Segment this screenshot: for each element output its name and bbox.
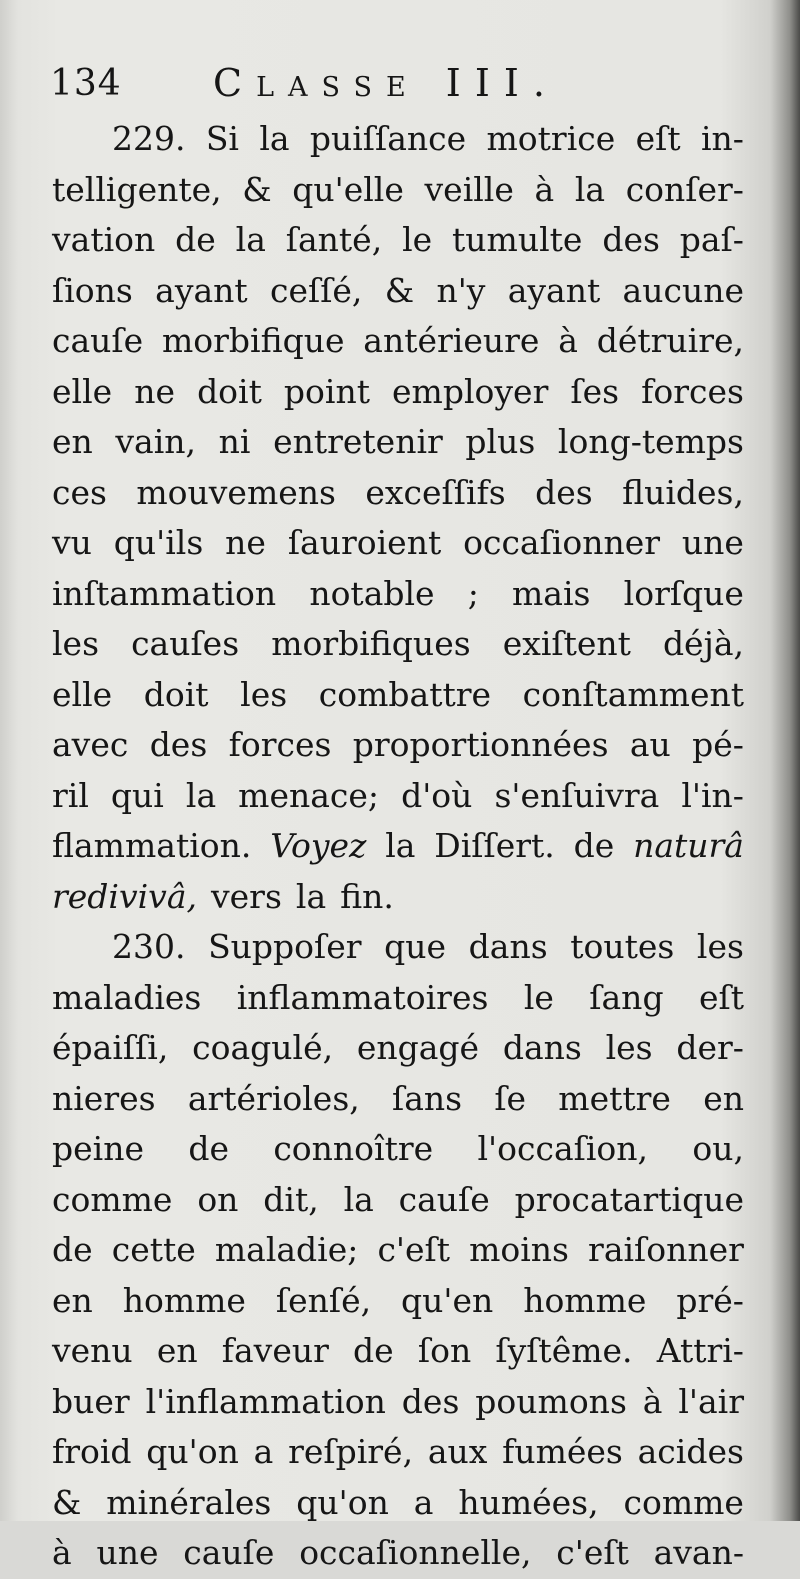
word: nieres [52, 1078, 156, 1118]
word: conſtamment [522, 674, 744, 714]
text-line [52, 670, 744, 721]
word: qu'elle [292, 169, 404, 209]
word: la [343, 1179, 374, 1219]
word: vation [52, 220, 156, 259]
word: puiſſance [309, 119, 467, 158]
word: ceſſé, [269, 270, 363, 310]
word: le [402, 220, 433, 259]
word: a [413, 1482, 434, 1522]
word: fluides, [622, 472, 744, 512]
word: ſe [494, 1078, 527, 1118]
text-line [52, 114, 744, 165]
text-line [52, 922, 744, 973]
text-line [52, 468, 744, 519]
word: des [535, 472, 593, 512]
word: toutes [570, 927, 675, 966]
word: lorſque [623, 573, 744, 613]
text-line [52, 215, 744, 266]
word: cauſe [183, 1533, 275, 1572]
word: la [185, 775, 217, 815]
word: cauſe [52, 321, 144, 360]
text-line [52, 1175, 744, 1226]
word: ſans [392, 1078, 463, 1118]
text-line [52, 165, 744, 216]
word: ſanté, [285, 220, 383, 259]
word: raiſonner [588, 1230, 744, 1269]
text-line [52, 1023, 744, 1074]
word: forces [228, 725, 332, 764]
word: reſpiré, [288, 1432, 414, 1471]
page-number: 134 [50, 63, 122, 104]
word: qui [110, 775, 164, 815]
word: moins [469, 1230, 569, 1269]
word: la [235, 220, 266, 259]
text-line [52, 1478, 744, 1529]
word: 230. [112, 927, 186, 966]
word: qu'on [296, 1482, 389, 1522]
word: exceſſifs [365, 472, 506, 512]
word: morbifiques [271, 624, 471, 663]
word: le [523, 977, 554, 1017]
word: les [605, 1028, 653, 1067]
word: cauſes [131, 624, 240, 663]
word: peine [52, 1129, 144, 1168]
word: redivivâ, [52, 876, 197, 916]
word: maladie; [214, 1230, 359, 1269]
word: engagé [356, 1028, 480, 1067]
word: menace; [238, 775, 380, 815]
word: avec [52, 725, 129, 764]
word: avan- [653, 1533, 744, 1572]
word: qu'on [146, 1432, 239, 1471]
word: ne [134, 371, 176, 411]
word: la [259, 119, 290, 158]
text-line [52, 1074, 744, 1125]
word: fin. [340, 876, 394, 916]
text-line [52, 821, 744, 872]
word: qu'en [401, 1280, 494, 1320]
word: fumées [502, 1432, 623, 1471]
word: doit [197, 371, 262, 411]
word: ſes [570, 371, 620, 411]
word: venu [52, 1331, 133, 1370]
text-line [52, 1528, 744, 1579]
word: procatartique [514, 1179, 744, 1219]
word: épaiſſi, [52, 1028, 169, 1067]
word: que [384, 927, 447, 966]
word: humées, [458, 1482, 599, 1522]
word: l'inflammation [145, 1381, 386, 1421]
word: coagulé, [192, 1028, 334, 1067]
word: inflammatoires [236, 977, 489, 1017]
word: homme [122, 1280, 246, 1320]
word: Diſſert. [434, 826, 555, 865]
word: aux [427, 1432, 488, 1471]
page-header [50, 55, 750, 111]
text-line [52, 266, 744, 317]
word: c'eſt [556, 1533, 629, 1572]
word: elle [52, 674, 113, 714]
word: conſer- [625, 169, 744, 209]
word: en [52, 422, 93, 461]
word: long-temps [557, 422, 744, 461]
word: l'in- [681, 775, 744, 815]
text-line [52, 1124, 744, 1175]
word: & [52, 1482, 82, 1522]
word: proportionnées [352, 725, 609, 764]
word: ſon [417, 1331, 472, 1370]
word: & [242, 169, 272, 209]
word: à [642, 1381, 663, 1421]
text-line [52, 619, 744, 670]
word: on [197, 1179, 239, 1219]
word: vers [211, 876, 282, 916]
word: elle [52, 371, 113, 411]
word: ſang [589, 977, 664, 1017]
text-line [52, 1427, 744, 1478]
word: plus [465, 422, 536, 461]
text-line [52, 872, 744, 923]
word: aucune [622, 270, 744, 310]
text-line [52, 1326, 744, 1377]
text-line [52, 316, 744, 367]
word: Voyez [270, 826, 367, 865]
word: à [558, 321, 578, 360]
word: de [353, 1331, 394, 1370]
text-line [52, 771, 744, 822]
word: les [696, 927, 744, 966]
word: connoître [273, 1129, 434, 1168]
word: dit, [263, 1179, 319, 1219]
word: morbifique [161, 321, 345, 360]
word: maladies [52, 977, 202, 1017]
word: c'eſt [377, 1230, 451, 1269]
word: & [384, 270, 415, 310]
word: qu'ils [113, 523, 204, 562]
text-body [52, 114, 744, 1579]
word: ou, [692, 1129, 744, 1168]
word: ces [52, 472, 107, 512]
word: ayant [507, 270, 601, 310]
word: une [96, 1533, 159, 1572]
word: au [629, 725, 671, 764]
word: l'occaſion, [477, 1129, 648, 1168]
text-line [52, 1276, 744, 1327]
word: l'air [678, 1381, 744, 1421]
word: paſ- [679, 220, 744, 259]
word: à [52, 1533, 72, 1572]
word: la [295, 876, 327, 916]
word: ſauroient [287, 523, 442, 562]
word: employer [392, 371, 549, 411]
word: froid [52, 1432, 132, 1471]
word: des [602, 220, 660, 259]
text-line [52, 1225, 744, 1276]
word: de [52, 1230, 93, 1269]
text-line [52, 973, 744, 1024]
word: cette [111, 1230, 196, 1269]
word: eſt [635, 119, 681, 158]
word: antérieure [363, 321, 540, 360]
word: doit [143, 674, 209, 714]
word: s'enſuivra [494, 775, 660, 815]
word: en [156, 1331, 198, 1370]
word: occaſionner [463, 523, 661, 562]
word: notable [309, 573, 435, 613]
word: ne [225, 523, 266, 562]
word: occaſionnelle, [299, 1533, 532, 1572]
word: mettre [558, 1078, 671, 1118]
word: inſtammation [52, 573, 277, 613]
word: a [253, 1432, 274, 1471]
word: homme [523, 1280, 647, 1320]
word: déjà, [662, 624, 744, 663]
word: pré- [676, 1280, 744, 1320]
word: eſt [698, 977, 744, 1017]
word: n'y [436, 270, 486, 310]
text-line [52, 569, 744, 620]
word: les [52, 624, 100, 663]
word: en [703, 1078, 744, 1118]
word: Suppoſer [208, 927, 362, 966]
word: buer [52, 1381, 130, 1421]
word: entretenir [273, 422, 443, 461]
word: poumons [475, 1381, 627, 1421]
word: vain, [115, 422, 197, 461]
word: 229. [112, 119, 186, 158]
word: comme [623, 1482, 744, 1522]
word: artérioles, [187, 1078, 360, 1118]
word: une [681, 523, 744, 562]
word: veille [424, 169, 514, 209]
word: forces [641, 371, 744, 411]
word: cauſe [398, 1179, 490, 1219]
text-line [52, 367, 744, 418]
word: Si [205, 119, 239, 158]
text-line [52, 417, 744, 468]
word: combattre [318, 674, 492, 714]
word: naturâ [633, 826, 744, 865]
word: ayant [155, 270, 248, 310]
word: vu [52, 523, 92, 562]
text-line [52, 518, 744, 569]
word: acides [637, 1432, 744, 1471]
word: mouvemens [136, 472, 336, 512]
word: dans [502, 1028, 582, 1067]
word: faveur [221, 1331, 329, 1370]
word: point [283, 371, 370, 411]
word: der- [676, 1028, 744, 1067]
running-head: Classe III. [213, 61, 559, 105]
word: comme [52, 1179, 173, 1219]
text-line [52, 1377, 744, 1428]
word: exiſtent [502, 624, 631, 663]
word: flammation. [52, 826, 252, 865]
word: minérales [106, 1482, 272, 1522]
word: in- [700, 119, 744, 158]
word: tumulte [452, 220, 583, 259]
word: à [534, 169, 555, 209]
word: ſyſtême. [495, 1331, 633, 1370]
text-line [52, 720, 744, 771]
word: détruire, [596, 321, 744, 360]
word: des [149, 725, 208, 764]
word: en [52, 1280, 93, 1320]
word: pé- [692, 725, 744, 764]
word: de [175, 220, 216, 259]
word: de [188, 1129, 229, 1168]
word: la [385, 826, 416, 865]
word: la [574, 169, 606, 209]
word: ni [218, 422, 251, 461]
word: des [401, 1381, 460, 1421]
word: telligente, [52, 169, 222, 209]
word: dans [468, 927, 548, 966]
word: ril [52, 775, 89, 815]
word: motrice [486, 119, 616, 158]
word: ſenſé, [275, 1280, 372, 1320]
word: Attri- [656, 1331, 744, 1370]
word: ſions [52, 270, 133, 310]
word: mais [512, 573, 591, 613]
word: de [573, 826, 615, 865]
word: d'où [401, 775, 473, 815]
word: ; [467, 573, 479, 613]
word: les [240, 674, 288, 714]
